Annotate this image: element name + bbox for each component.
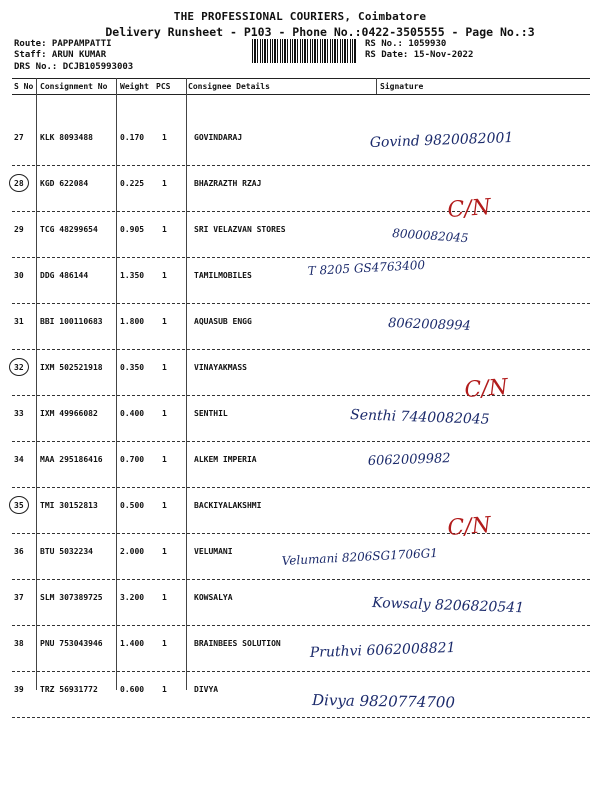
row-separator (12, 303, 590, 304)
row-sno: 38 (14, 639, 24, 648)
row-separator (12, 625, 590, 626)
row-consignment-no: KGD 622084 (40, 179, 89, 188)
row-consignee: GOVINDARAJ (194, 133, 243, 142)
row-separator (12, 487, 590, 488)
row-consignment-no: BTU 5032234 (40, 547, 93, 556)
row-consignee: SRI VELAZVAN STORES (194, 225, 286, 234)
rs-number: RS No.: 1059930 (365, 39, 447, 49)
row-consignment-no: DDG 486144 (40, 271, 89, 280)
row-consignment-no: IXM 502521918 (40, 363, 103, 372)
row-weight: 0.350 (120, 363, 145, 372)
row-pcs: 1 (162, 179, 167, 188)
row-weight: 0.170 (120, 133, 145, 142)
route-label: Route: PAPPAMPATTI (14, 39, 112, 49)
handwritten-signature: Kowsaly 8206820541 (371, 595, 525, 617)
row-consignee: VINAYAKMASS (194, 363, 247, 372)
row-consignee: KOWSALYA (194, 593, 233, 602)
row-weight: 1.800 (120, 317, 145, 326)
row-circle-mark (9, 174, 29, 192)
row-pcs: 1 (162, 363, 167, 372)
row-pcs: 1 (162, 455, 167, 464)
row-sno: 35 (14, 501, 24, 510)
header-top-rule (12, 78, 590, 79)
col-divider (186, 78, 187, 690)
row-consignment-no: KLK 8093488 (40, 133, 93, 142)
col-sno-header: S No (14, 82, 34, 91)
row-sno: 29 (14, 225, 24, 234)
row-pcs: 1 (162, 593, 167, 602)
row-weight: 2.000 (120, 547, 145, 556)
row-weight: 0.400 (120, 409, 145, 418)
handwritten-signature: 8000082045 (391, 226, 469, 246)
row-consignee: TAMILMOBILES (194, 271, 252, 280)
row-consignee: SENTHIL (194, 409, 228, 418)
row-sno: 36 (14, 547, 24, 556)
row-sno: 32 (14, 363, 24, 372)
handwritten-signature: C/N (446, 513, 492, 541)
row-pcs: 1 (162, 547, 167, 556)
row-separator (12, 533, 590, 534)
row-weight: 1.400 (120, 639, 145, 648)
row-weight: 0.500 (120, 501, 145, 510)
row-consignment-no: SLM 307389725 (40, 593, 103, 602)
col-divider (376, 78, 377, 94)
row-separator (12, 395, 590, 396)
row-separator (12, 257, 590, 258)
row-consignment-no: TCG 48299654 (40, 225, 98, 234)
row-weight: 0.225 (120, 179, 145, 188)
handwritten-signature: 8062008994 (387, 316, 472, 334)
row-consignee: BHAZRAZTH RZAJ (194, 179, 262, 188)
handwritten-signature: T 8205 GS4763400 (307, 257, 426, 278)
handwritten-signature: Govind 9820082001 (369, 129, 514, 151)
row-pcs: 1 (162, 501, 167, 510)
row-weight: 0.905 (120, 225, 145, 234)
row-separator (12, 579, 590, 580)
handwritten-signature: Divya 9820774700 (311, 691, 456, 712)
drs-number: DRS No.: DCJB105993003 (14, 62, 134, 72)
handwritten-signature: Pruthvi 6062008821 (309, 639, 456, 661)
runsheet-title: Delivery Runsheet - P103 - Phone No.:0422-3505555 - Page No.:3 (105, 25, 535, 39)
row-consignee: VELUMANI (194, 547, 233, 556)
row-separator (12, 349, 590, 350)
row-consignee: BRAINBEES SOLUTION (194, 639, 281, 648)
row-weight: 1.350 (120, 271, 145, 280)
row-weight: 0.600 (120, 685, 145, 694)
handwritten-signature: Velumani 8206SG1706G1 (281, 545, 439, 568)
col-weight-header: Weight (120, 82, 149, 91)
col-consignee-header: Consignee Details (188, 82, 270, 91)
row-sno: 28 (14, 179, 24, 188)
row-consignment-no: MAA 295186416 (40, 455, 103, 464)
company-name: THE PROFESSIONAL COURIERS, Coimbatore (173, 10, 427, 23)
col-pcs-header: PCS (156, 82, 171, 91)
row-weight: 3.200 (120, 593, 145, 602)
col-divider (36, 78, 37, 690)
row-consignee: ALKEM IMPERIA (194, 455, 257, 464)
row-separator (12, 671, 590, 672)
row-consignee: DIVYA (194, 685, 219, 694)
row-separator (12, 165, 590, 166)
rs-date: RS Date: 15-Nov-2022 (365, 50, 474, 60)
handwritten-signature: C/N (446, 195, 492, 223)
row-circle-mark (9, 496, 29, 514)
row-consignment-no: TRZ 56931772 (40, 685, 98, 694)
barcode (252, 39, 356, 63)
row-sno: 27 (14, 133, 24, 142)
row-separator (12, 717, 590, 718)
col-signature-header: Signature (380, 82, 424, 91)
row-weight: 0.700 (120, 455, 145, 464)
row-consignment-no: TMI 30152813 (40, 501, 98, 510)
staff-label: Staff: ARUN KUMAR (14, 50, 107, 60)
col-divider (116, 78, 117, 690)
row-pcs: 1 (162, 317, 167, 326)
row-consignee: BACKIYALAKSHMI (194, 501, 262, 510)
row-sno: 37 (14, 593, 24, 602)
row-sno: 34 (14, 455, 24, 464)
row-pcs: 1 (162, 225, 167, 234)
handwritten-signature: 6062009982 (367, 451, 451, 469)
row-separator (12, 211, 590, 212)
handwritten-signature: C/N (463, 375, 509, 403)
row-consignee: AQUASUB ENGG (194, 317, 252, 326)
row-sno: 31 (14, 317, 24, 326)
row-circle-mark (9, 358, 29, 376)
row-sno: 39 (14, 685, 24, 694)
row-pcs: 1 (162, 133, 167, 142)
row-pcs: 1 (162, 409, 167, 418)
header-bottom-rule (12, 94, 590, 95)
row-pcs: 1 (162, 639, 167, 648)
row-consignment-no: IXM 49966082 (40, 409, 98, 418)
row-pcs: 1 (162, 271, 167, 280)
row-separator (12, 441, 590, 442)
handwritten-signature: Senthi 7440082045 (349, 407, 490, 428)
row-sno: 33 (14, 409, 24, 418)
row-consignment-no: BBI 100110683 (40, 317, 103, 326)
row-pcs: 1 (162, 685, 167, 694)
row-sno: 30 (14, 271, 24, 280)
col-consignment-header: Consignment No (40, 82, 108, 91)
row-consignment-no: PNU 753043946 (40, 639, 103, 648)
